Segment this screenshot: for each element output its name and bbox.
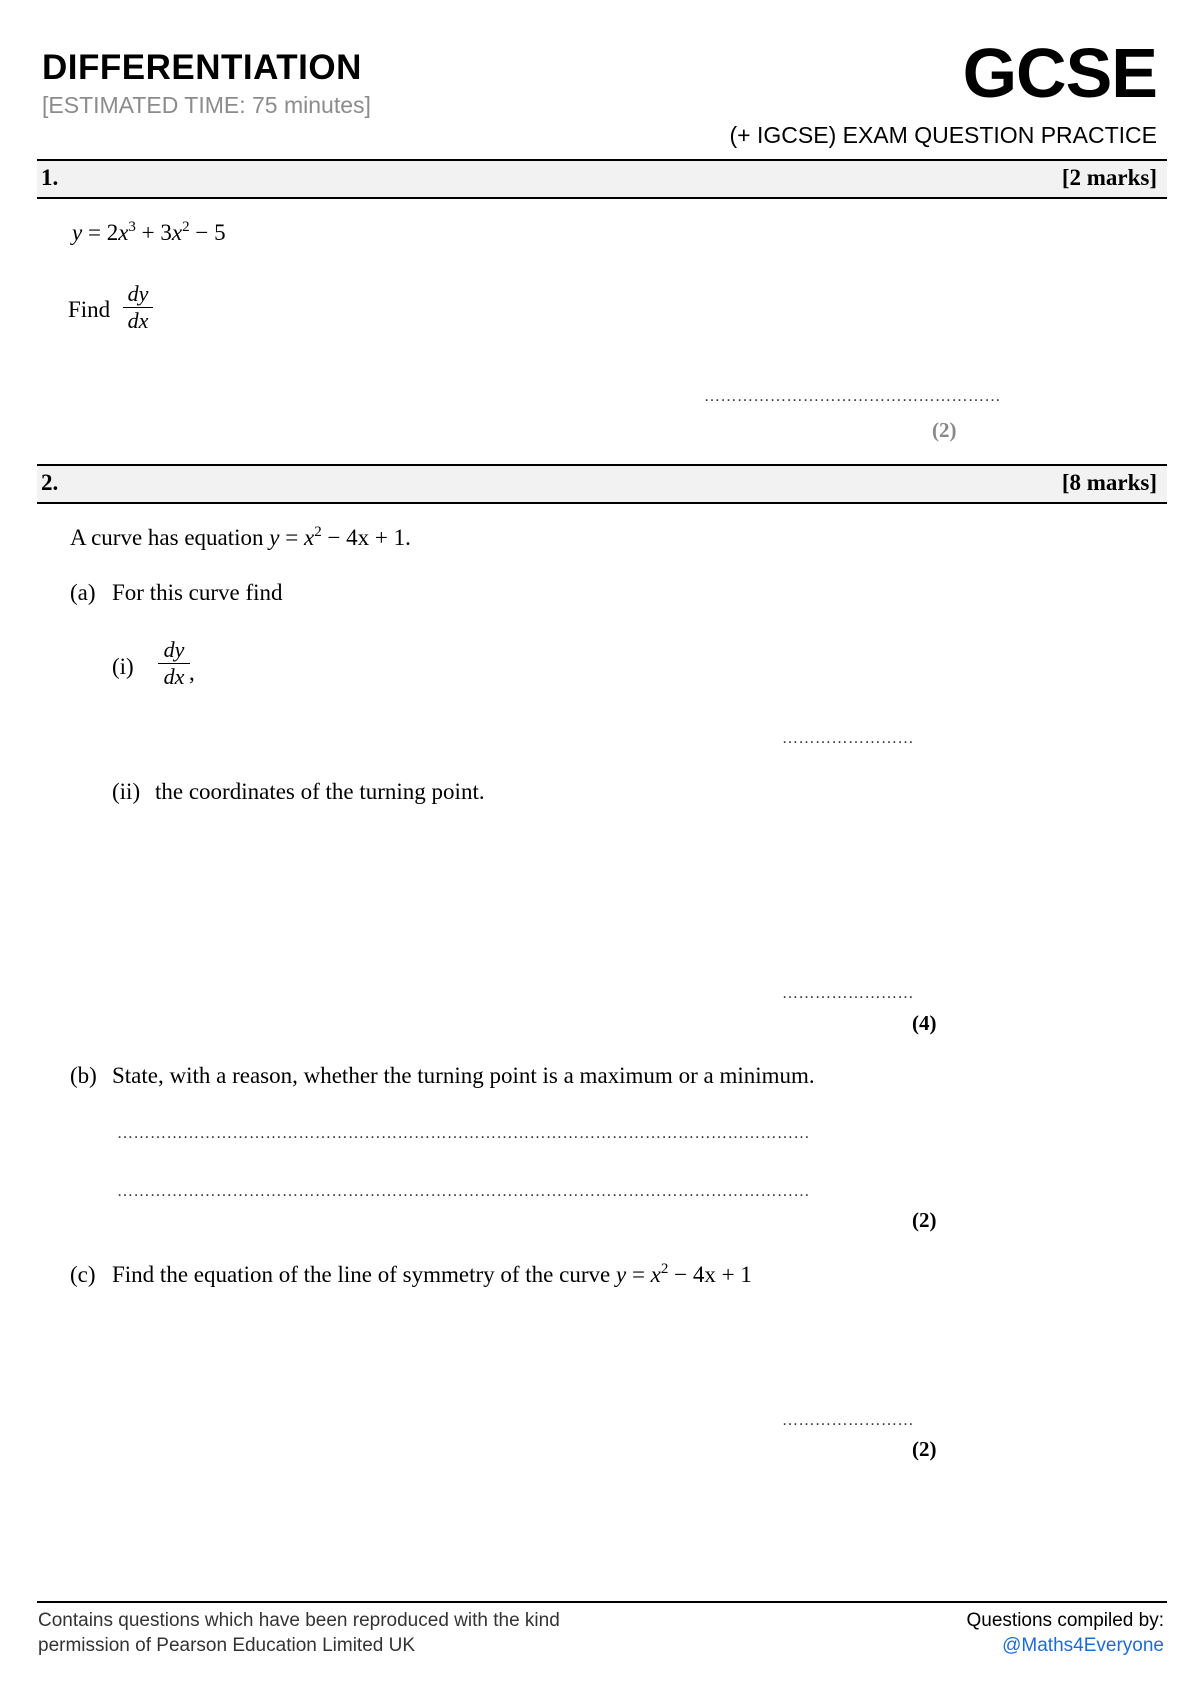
question-number: 2. (41, 470, 59, 495)
q2b-text: State, with a reason, whether the turning point is a maximum or a minimum. (112, 1063, 815, 1088)
q2-intro: A curve has equation $y = x^2 - 4x + 1$. (70, 524, 411, 550)
q2aii-label: (ii) (112, 779, 141, 804)
q2b-label: (b) (70, 1063, 97, 1088)
q1-mark: (2) (932, 418, 957, 442)
estimated-time: [ESTIMATED TIME: 75 minutes] (42, 92, 371, 118)
q2c-label: (c) (70, 1262, 96, 1287)
q2ai-answer-line[interactable]: …………………… (782, 730, 914, 747)
document-title: DIFFERENTIATION (42, 48, 362, 87)
q1-find-label: Find (68, 297, 111, 322)
q2b-mark: (2) (912, 1208, 937, 1232)
q2b-answer-line-1[interactable]: ……………………………………………………………………………………………………………… (117, 1125, 810, 1142)
q1-answer-line[interactable]: ……………………………………………… (704, 388, 1001, 405)
footer-divider (37, 1601, 1167, 1603)
question-number: 1. (41, 165, 59, 190)
q2b-answer-line-2[interactable]: ……………………………………………………………………………………………………………… (117, 1183, 810, 1200)
question-marks: [8 marks] (1061, 470, 1157, 495)
brand-logo-text: GCSE (962, 34, 1157, 112)
q2aii-answer-line[interactable]: …………………… (782, 985, 914, 1002)
question-marks: [2 marks] (1061, 165, 1157, 190)
author-handle-link[interactable]: @Maths4Everyone (1002, 1635, 1164, 1656)
q1-equation: $y = 2x^3 + 3x^2 - 5$ (72, 219, 226, 245)
q2ai-label: (i) (112, 654, 134, 679)
question-1-header (37, 159, 1167, 199)
q2c-answer-line[interactable]: …………………… (782, 1412, 914, 1429)
q2ai-derivative-fraction: dy dx (158, 637, 190, 690)
q2aii-text: the coordinates of the turning point. (155, 779, 485, 804)
q2ai-comma: , (189, 660, 195, 685)
q2c-mark: (2) (912, 1437, 937, 1461)
q2c-text: Find the equation of the line of symmetry of the curve $y = x^2 - 4x + 1$ (112, 1261, 752, 1287)
q2a-text: For this curve find (112, 580, 283, 605)
page-subtitle: (+ IGCSE) EXAM QUESTION PRACTICE (729, 122, 1157, 148)
q2a-mark: (4) (912, 1011, 937, 1035)
footer-permission: Contains questions which have been reproduced with the kind permission of Pearson Education Limited UK (38, 1610, 560, 1656)
footer-credit: Questions compiled by: @Maths4Everyone (966, 1610, 1164, 1656)
q1-derivative-fraction: dy dx (123, 281, 153, 334)
q2a-label: (a) (70, 580, 96, 605)
question-2-header (37, 464, 1167, 504)
